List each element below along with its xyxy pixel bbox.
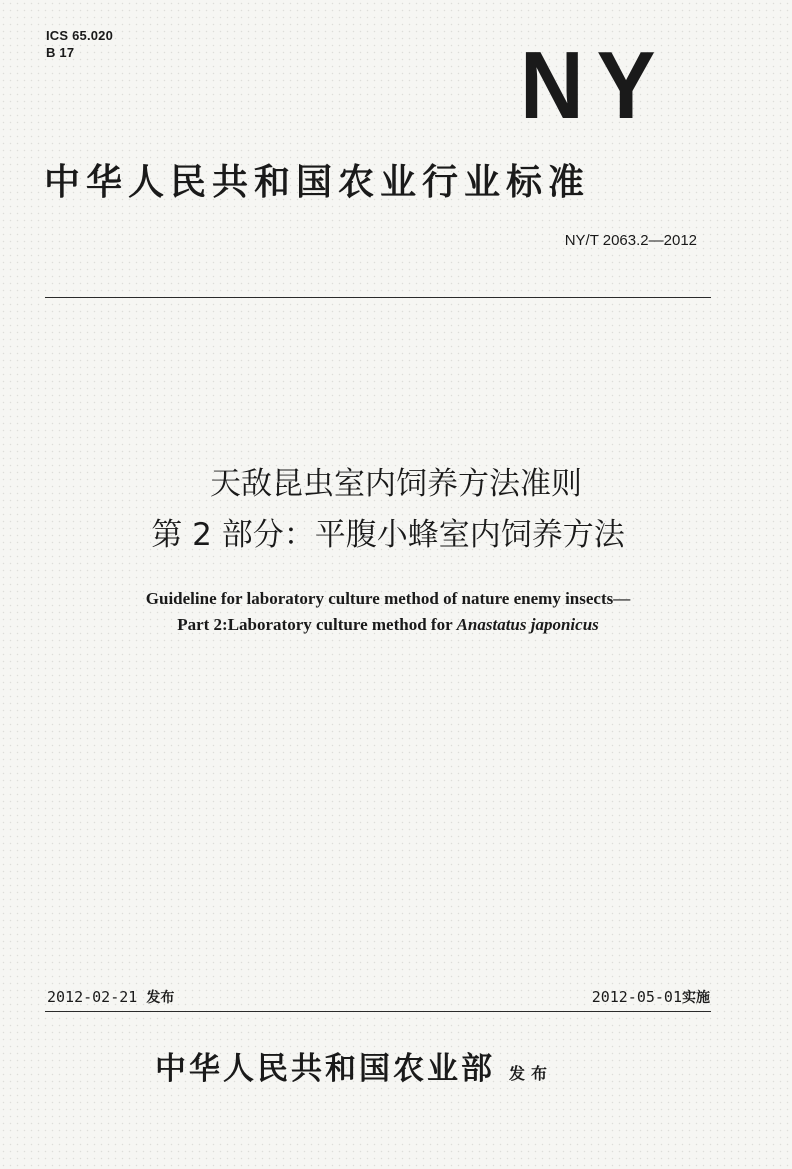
species-name: Anastatus japonicus xyxy=(456,615,599,634)
standard-number: NY/T 2063.2—2012 xyxy=(564,232,697,249)
ny-logo: NY xyxy=(520,32,669,139)
top-divider xyxy=(45,297,711,298)
implement-label: 实施 xyxy=(682,990,710,1006)
publisher-name: 中华人民共和国农业部 xyxy=(155,1051,495,1087)
publisher-block xyxy=(155,1047,553,1091)
implement-date: 2012-05-01 xyxy=(591,988,682,1006)
bottom-divider xyxy=(45,1011,711,1012)
issue-date-block xyxy=(47,987,174,1008)
issue-label: 发布 xyxy=(146,990,175,1006)
ccs-code: B 17 xyxy=(46,45,75,60)
title-en-line2-prefix: Part 2:Laboratory culture method for xyxy=(177,615,457,634)
issue-date: 2012-02-21 xyxy=(47,988,138,1006)
publisher-suffix: 发布 xyxy=(509,1064,554,1083)
title-cn-line1: 天敌昆虫室内饲养方法准则 xyxy=(210,466,582,502)
ministry-title: 中华人民共和国农业行业标准 xyxy=(44,162,591,203)
ics-code: ICS 65.020 xyxy=(46,28,114,43)
title-en-line1: Guideline for laboratory culture method of nature enemy insects— xyxy=(145,589,631,608)
implement-date-block xyxy=(592,987,710,1008)
title-en-line2 xyxy=(0,613,784,637)
title-cn-line2: 第 2 部分：平腹小蜂室内饲养方法 xyxy=(151,517,625,553)
classification-codes xyxy=(46,27,113,61)
